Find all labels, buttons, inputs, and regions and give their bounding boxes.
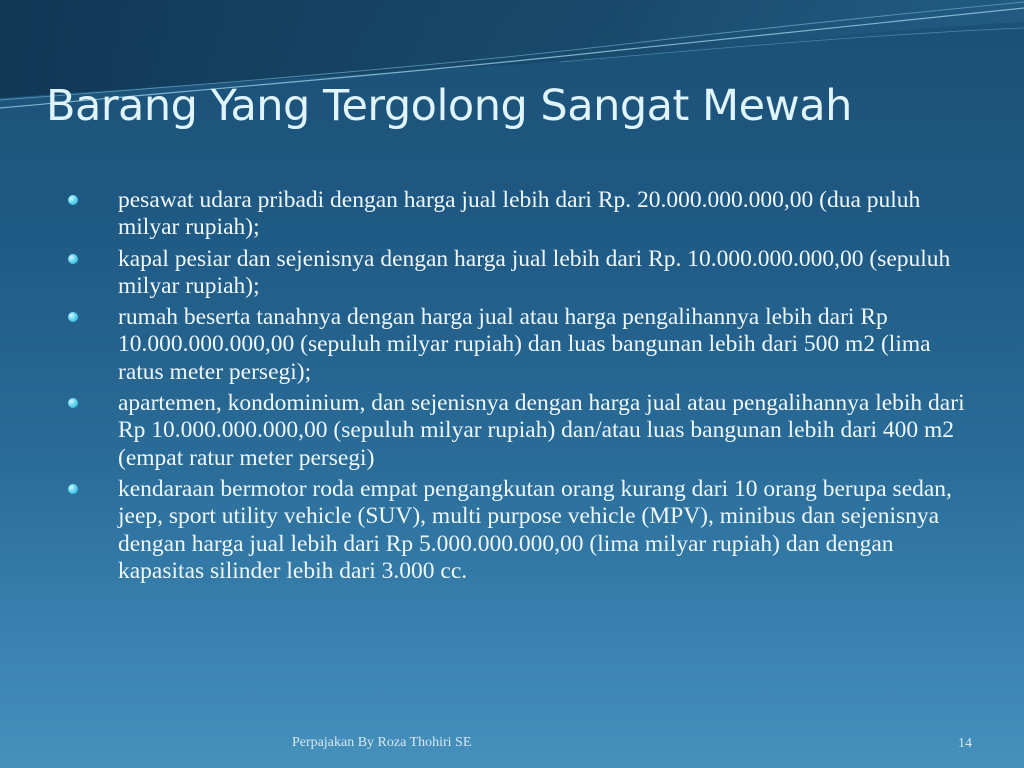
- slide-title: Barang Yang Tergolong Sangat Mewah: [46, 81, 852, 131]
- bullet-item: [68, 390, 968, 472]
- bullet-list: [68, 187, 968, 589]
- bullet-item: [68, 304, 968, 386]
- bullet-text: pesawat udara pribadi dengan harga jual lebih dari Rp. 20.000.000.000,00 (dua puluh milyar rupiah);: [118, 187, 921, 241]
- footer-text: Perpajakan By Roza Thohiri SE: [292, 735, 472, 750]
- bullet-dot-icon: [68, 484, 78, 494]
- bullet-text: rumah beserta tanahnya dengan harga jual atau harga pengalihannya lebih dari Rp 10.000.000.000,00 (sepuluh milyar rupiah) dan luas bangunan lebih dari 500 m2 (lima ratus meter persegi);: [118, 304, 931, 385]
- bullet-dot-icon: [68, 195, 78, 205]
- bullet-dot-icon: [68, 254, 78, 264]
- bullet-item: [68, 246, 968, 301]
- page-number: 14: [958, 736, 972, 751]
- bullet-text: apartemen, kondominium, dan sejenisnya dengan harga jual atau pengalihannya lebih dari Rp 10.000.000.000,00 (sepuluh milyar rupiah) dan/atau luas bangunan lebih dari 400 m2 (empat ratur meter persegi): [118, 390, 965, 471]
- bullet-text: kapal pesiar dan sejenisnya dengan harga jual lebih dari Rp. 10.000.000.000,00 (sepuluh milyar rupiah);: [118, 245, 951, 299]
- bullet-dot-icon: [68, 398, 78, 408]
- bullet-item: [68, 476, 968, 585]
- bullet-item: [68, 187, 968, 242]
- bullet-text: kendaraan bermotor roda empat pengangkutan orang kurang dari 10 orang berupa sedan, jeep, sport utility vehicle (SUV), multi purpose vehicle (MPV), minibus dan sejenisnya dengan harga jual lebih dari Rp 5.000.000.000,00 (lima milyar rupiah) dan dengan kapasitas silinder lebih dari 3.000 cc.: [118, 475, 952, 584]
- bullet-dot-icon: [68, 312, 78, 322]
